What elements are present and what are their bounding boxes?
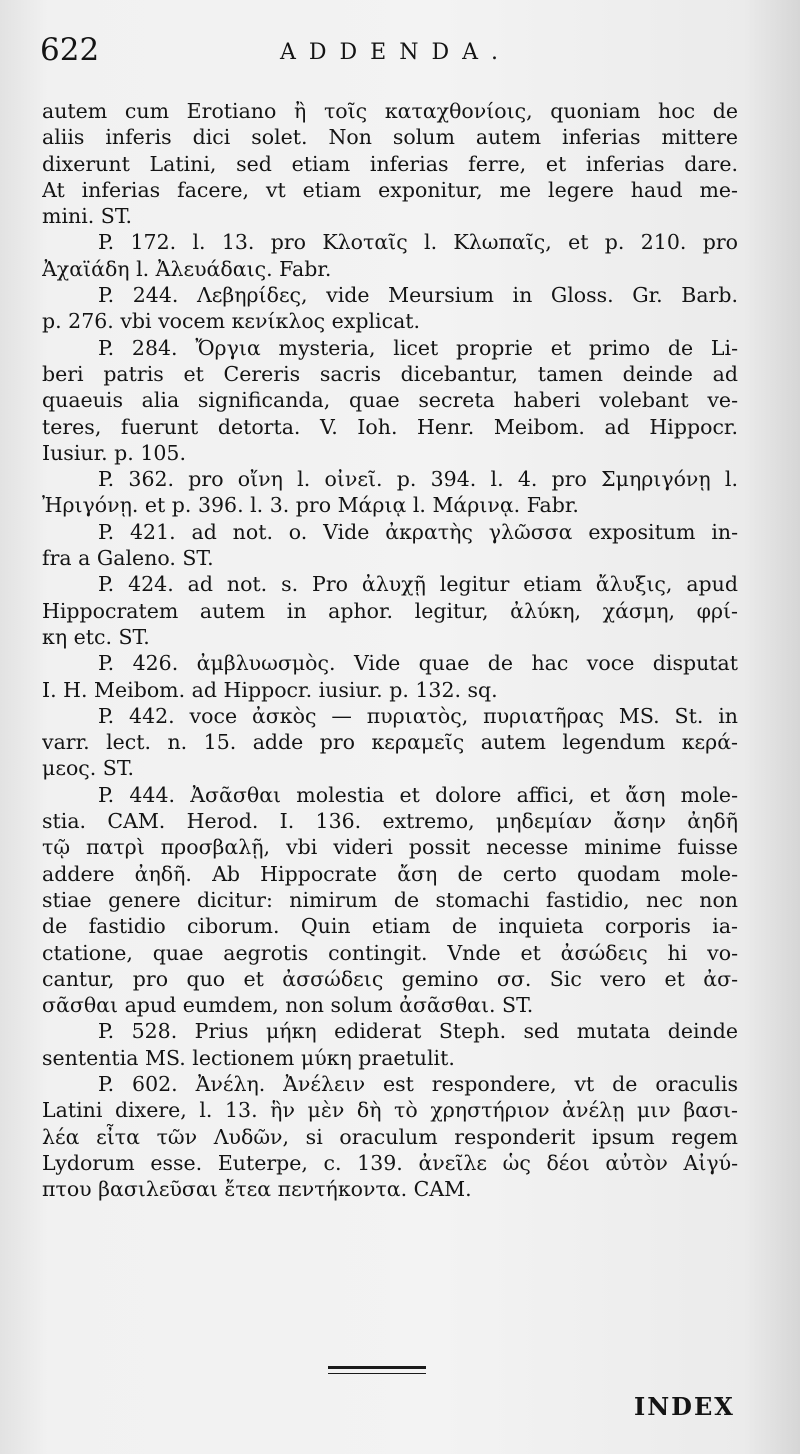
section-rule-thin <box>328 1373 426 1374</box>
text-line: P. 444. Ἀσᾶσθαι molestia et dolore affici, et ἄση mole- <box>98 782 738 807</box>
text-line: P. 421. ad not. o. Vide ἀκρατὴς γλῶσσα expositum in- <box>98 519 738 544</box>
text-line: P. 426. ἀμβλυωσμὸς. Vide quae de hac voce disputat <box>98 651 738 676</box>
text-line: Latini dixere, l. 13. ἣν μὲν δὴ τὸ χρηστήριον ἀνέλῃ μιν βασι- <box>42 1098 738 1123</box>
text-line: μεος. ST. <box>42 756 135 781</box>
text-line: P. 172. l. 13. pro Κλοταῖς l. Κλωπαῖς, et p. 210. pro <box>98 230 738 255</box>
text-line: P. 602. Ἀνέλη. Ἀνέλειν est respondere, vt de oraculis <box>98 1071 738 1096</box>
text-line: cantur, pro quo et ἀσσώδεις gemino σσ. Sic vero et ἀσ- <box>42 966 738 991</box>
text-line: σᾶσθαι apud eumdem, non solum ἀσᾶσθαι. ST. <box>42 993 534 1018</box>
text-line: P. 528. Prius μήκη ediderat Steph. sed mutata deinde <box>98 1019 738 1044</box>
text-line: P. 362. pro οἴνη l. οἰνεῖ. p. 394. l. 4. pro Σμηριγόνῃ l. <box>98 467 738 492</box>
text-line: stiae genere dicitur: nimirum de stomachi fastidio, nec non <box>42 887 738 912</box>
running-head: ADDENDA. <box>280 40 511 65</box>
text-line: stia. CAM. Herod. I. 136. extremo, μηδεμίαν ἄσην ἀηδῆ <box>42 809 738 834</box>
section-rule <box>328 1366 426 1369</box>
text-line: λέα εἶτα τῶν Λυδῶν, si oraculum responderit ipsum regem <box>42 1124 738 1149</box>
text-line: πτου βασιλεῦσαι ἔτεα πεντήκοντα. CAM. <box>42 1177 472 1202</box>
text-line: mini. ST. <box>42 204 133 229</box>
text-line: κη etc. ST. <box>42 624 150 649</box>
text-line: p. 276. vbi vocem κενίκλος explicat. <box>42 309 421 334</box>
text-line: beri patris et Cereris sacris dicebantur, tamen deinde ad <box>42 361 738 386</box>
text-line: quaeuis alia significanda, quae secreta haberi volebant ve- <box>42 388 738 413</box>
text-line: At inferias facere, vt etiam exponitur, me legere haud me- <box>42 177 738 202</box>
text-line: dixerunt Latini, sed etiam inferias ferre, et inferias dare. <box>42 151 738 176</box>
text-line: de fastidio ciborum. Quin etiam de inquieta corporis ia- <box>42 914 738 939</box>
text-line: Lydorum esse. Euterpe, c. 139. ἀνεῖλε ὡς δέοι αὐτὸν Αἰγύ- <box>42 1150 738 1175</box>
text-line: Ἀχαϊάδη l. Ἀλευάδαις. Fabr. <box>42 256 332 281</box>
text-line: autem cum Erotiano ἢ τοῖς καταχθονίοις, quoniam hoc de <box>42 99 738 123</box>
text-line: aliis inferis dici solet. Non solum autem inferias mittere <box>42 125 738 150</box>
text-line: Ἠριγόνῃ. et p. 396. l. 3. pro Μάριᾳ l. Μάρινᾳ. Fabr. <box>42 493 579 518</box>
text-line: ctatione, quae aegrotis contingit. Vnde et ἀσώδεις hi vo- <box>42 940 738 965</box>
text-line: Iusiur. p. 105. <box>42 440 186 465</box>
text-line: P. 442. voce ἀσκὸς — πυριατὸς, πυριατῆρας MS. St. in <box>98 703 738 728</box>
text-line: I. H. Meibom. ad Hippocr. iusiur. p. 132. sq. <box>42 677 498 702</box>
text-line: P. 424. ad not. s. Pro ἀλυχῇ legitur etiam ἄλυξις, apud <box>98 572 738 597</box>
text-body <box>42 98 738 1202</box>
text-line: Hippocratem autem in aphor. legitur, ἀλύκη, χάσμη, φρί- <box>42 598 738 623</box>
text-line: teres, fuerunt detorta. V. Ioh. Henr. Meibom. ad Hippocr. <box>42 414 738 439</box>
text-line: τῷ πατρὶ προσβαλῇ, vbi videri possit necesse minime fuisse <box>42 835 738 860</box>
page-number: 622 <box>40 32 100 68</box>
text-line: addere ἀηδῆ. Ab Hippocrate ἄση de certo quodam mole- <box>42 861 738 886</box>
catchword: INDEX <box>634 1392 735 1421</box>
text-line: sententia MS. lectionem μύκη praetulit. <box>42 1045 455 1070</box>
page-header <box>40 28 730 78</box>
text-line: fra a Galeno. ST. <box>42 546 214 571</box>
text-line: P. 284. Ὄργια mysteria, licet proprie et primo de Li- <box>98 335 738 360</box>
text-line: varr. lect. n. 15. adde pro κεραμεῖς autem legendum κερά- <box>42 730 738 755</box>
text-line: P. 244. Λεβηρίδες, vide Meursium in Gloss. Gr. Barb. <box>98 283 738 308</box>
